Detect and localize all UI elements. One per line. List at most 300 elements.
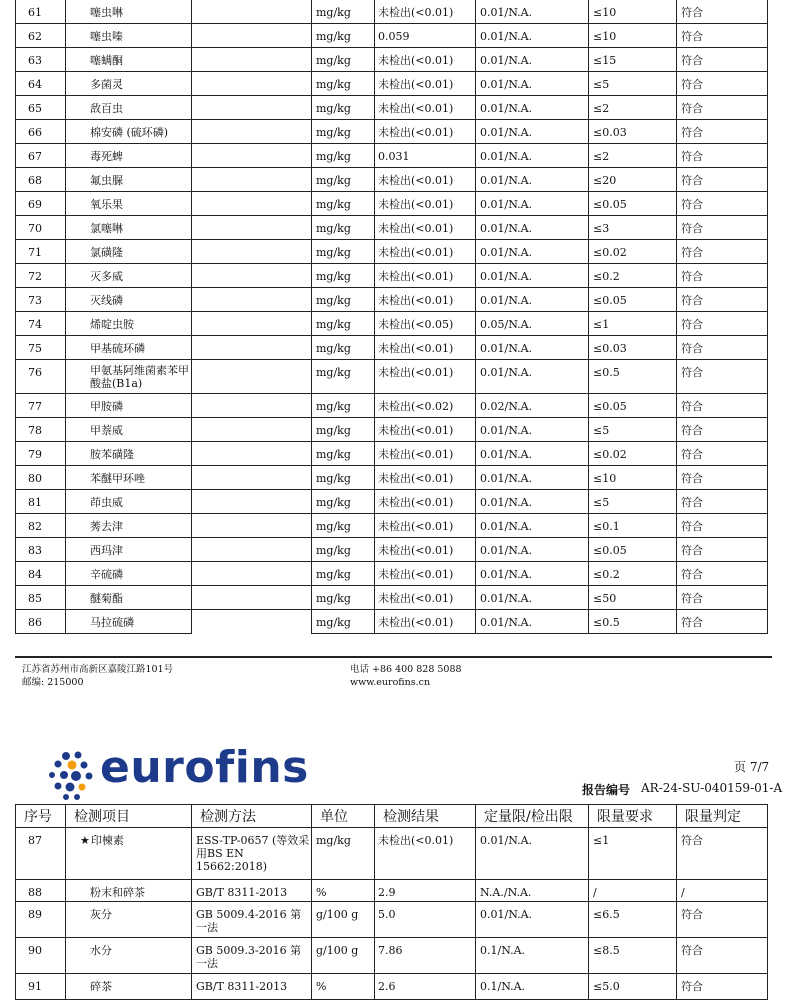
limit-requirement: ≤15	[593, 54, 617, 67]
test-item-cell	[66, 168, 192, 192]
limit-requirement-cell	[589, 24, 677, 48]
test-method-cell	[192, 974, 312, 1000]
row-number: 89	[28, 908, 42, 921]
limit-verdict-cell	[677, 312, 768, 336]
row-number: 64	[28, 78, 42, 91]
limit-verdict-cell	[677, 336, 768, 360]
unit-cell	[312, 938, 375, 974]
test-item: 醚菊酯	[90, 592, 123, 605]
limit-verdict: 符合	[681, 544, 703, 557]
limit-requirement-cell	[589, 48, 677, 72]
row-number: 71	[28, 246, 42, 259]
test-result: 未检出(<0.01)	[378, 126, 454, 139]
row-number-cell	[16, 192, 66, 216]
unit: mg/kg	[316, 198, 351, 211]
test-result: 2.6	[378, 980, 396, 993]
test-method-cell	[192, 514, 312, 538]
test-result-cell	[375, 360, 476, 394]
table-row	[16, 192, 768, 216]
test-method-cell	[192, 288, 312, 312]
limit-requirement: ≤5	[593, 424, 610, 437]
unit-cell	[312, 168, 375, 192]
unit: %	[316, 980, 327, 993]
unit: mg/kg	[316, 366, 351, 379]
limit-verdict: 符合	[681, 174, 703, 187]
test-item-cell	[66, 288, 192, 312]
test-method-cell	[192, 48, 312, 72]
row-number-cell	[16, 466, 66, 490]
page-number: 页 7/7	[734, 760, 770, 774]
row-number: 72	[28, 270, 42, 283]
test-item-cell	[66, 514, 192, 538]
test-item: 灰分	[90, 908, 112, 921]
unit: mg/kg	[316, 30, 351, 43]
quantitation-limit: 0.01/N.A.	[480, 102, 533, 115]
test-result-cell	[375, 974, 476, 1000]
limit-verdict-cell	[677, 168, 768, 192]
quantitation-limit-cell	[476, 828, 589, 880]
test-result-cell	[375, 514, 476, 538]
table-row	[16, 974, 768, 1000]
row-number-cell	[16, 336, 66, 360]
limit-verdict: 符合	[681, 318, 703, 331]
row-number: 91	[28, 980, 42, 993]
table-row	[16, 96, 768, 120]
limit-requirement-cell	[589, 586, 677, 610]
limit-verdict: 符合	[681, 980, 703, 993]
row-number-cell	[16, 562, 66, 586]
test-item: 噻螨酮	[90, 54, 123, 67]
test-item-cell	[66, 828, 192, 880]
test-result: 未检出(<0.01)	[378, 6, 454, 19]
row-number-cell	[16, 144, 66, 168]
test-result-cell	[375, 586, 476, 610]
row-number-cell	[16, 168, 66, 192]
limit-requirement-cell	[589, 514, 677, 538]
test-item-cell	[66, 902, 192, 938]
quantitation-limit: 0.01/N.A.	[480, 908, 533, 921]
test-method: ESS-TP-0657 (等效采用BS EN 15662:2018)	[196, 834, 310, 873]
table-row	[16, 288, 768, 312]
test-item: 碎茶	[90, 980, 112, 993]
unit: mg/kg	[316, 448, 351, 461]
row-number: 83	[28, 544, 42, 557]
table-row	[16, 610, 768, 634]
limit-verdict: 符合	[681, 520, 703, 533]
limit-verdict-cell	[677, 48, 768, 72]
quantitation-limit: 0.01/N.A.	[480, 366, 533, 379]
table-row	[16, 466, 768, 490]
limit-requirement-cell	[589, 828, 677, 880]
quantitation-limit: 0.01/N.A.	[480, 472, 533, 485]
test-method: GB/T 8311-2013	[196, 886, 288, 899]
quantitation-limit-cell	[476, 240, 589, 264]
test-item: 苯醚甲环唑	[90, 472, 145, 485]
limit-requirement: ≤0.03	[593, 342, 627, 355]
quantitation-limit-cell	[476, 72, 589, 96]
test-result-cell	[375, 418, 476, 442]
row-number-cell	[16, 490, 66, 514]
test-item: 马拉硫磷	[90, 616, 134, 629]
test-result: 未检出(<0.02)	[378, 400, 454, 413]
test-method-cell	[192, 394, 312, 418]
col-no-header: 序号	[16, 805, 66, 828]
test-result: 未检出(<0.01)	[378, 568, 454, 581]
limit-verdict: 符合	[681, 198, 703, 211]
quantitation-limit: 0.01/N.A.	[480, 592, 533, 605]
limit-requirement: ≤50	[593, 592, 617, 605]
limit-verdict: 符合	[681, 592, 703, 605]
test-result: 未检出(<0.01)	[378, 78, 454, 91]
limit-verdict: 符合	[681, 400, 703, 413]
quantitation-limit-cell	[476, 24, 589, 48]
row-number: 67	[28, 150, 42, 163]
test-result-cell	[375, 216, 476, 240]
test-result-cell	[375, 394, 476, 418]
limit-requirement-cell	[589, 312, 677, 336]
limit-verdict: 符合	[681, 342, 703, 355]
test-result-cell	[375, 120, 476, 144]
limit-verdict: 符合	[681, 54, 703, 67]
test-item: 氧乐果	[90, 198, 123, 211]
test-item-cell	[66, 562, 192, 586]
limit-requirement-cell	[589, 0, 677, 24]
unit-cell	[312, 336, 375, 360]
row-number-cell	[16, 938, 66, 974]
test-result: 7.86	[378, 944, 403, 957]
limit-requirement: /	[593, 886, 597, 899]
row-number: 87	[28, 834, 42, 847]
limit-requirement-cell	[589, 192, 677, 216]
test-method-cell	[192, 490, 312, 514]
test-result: 未检出(<0.01)	[378, 342, 454, 355]
quantitation-limit-cell	[476, 586, 589, 610]
limit-requirement-cell	[589, 264, 677, 288]
test-item-cell	[66, 216, 192, 240]
test-result: 未检出(<0.01)	[378, 520, 454, 533]
unit: mg/kg	[316, 126, 351, 139]
col-method-header: 检测方法	[192, 805, 312, 828]
limit-verdict-cell	[677, 880, 768, 902]
test-item: 甲萘威	[90, 424, 123, 437]
quantitation-limit: 0.01/N.A.	[480, 54, 533, 67]
quantitation-limit-cell	[476, 610, 589, 634]
row-number: 73	[28, 294, 42, 307]
col-result-header: 检测结果	[375, 805, 476, 828]
test-method-cell	[192, 938, 312, 974]
test-item: 氟虫脲	[90, 174, 123, 187]
unit: mg/kg	[316, 174, 351, 187]
test-result: 未检出(<0.01)	[378, 544, 454, 557]
quantitation-limit-cell	[476, 120, 589, 144]
quantitation-limit-cell	[476, 192, 589, 216]
quantitation-limit: 0.01/N.A.	[480, 520, 533, 533]
limit-verdict-cell	[677, 828, 768, 880]
unit-cell	[312, 360, 375, 394]
limit-verdict: 符合	[681, 102, 703, 115]
limit-requirement: ≤0.02	[593, 448, 627, 461]
table-row	[16, 394, 768, 418]
test-item-cell	[66, 442, 192, 466]
test-method: GB/T 8311-2013	[196, 980, 288, 993]
limit-verdict: 符合	[681, 246, 703, 259]
table-row	[16, 514, 768, 538]
limit-requirement-cell	[589, 360, 677, 394]
unit-cell	[312, 538, 375, 562]
test-item-cell	[66, 418, 192, 442]
test-item: 棉安磷 (硫环磷)	[90, 126, 169, 139]
limit-requirement-cell	[589, 288, 677, 312]
test-method-cell	[192, 902, 312, 938]
test-result: 未检出(<0.01)	[378, 424, 454, 437]
table-row	[16, 360, 768, 394]
row-number: 86	[28, 616, 42, 629]
limit-requirement: ≤1	[593, 834, 610, 847]
quantitation-limit-cell	[476, 144, 589, 168]
limit-verdict: 符合	[681, 150, 703, 163]
unit: mg/kg	[316, 544, 351, 557]
quantitation-limit: 0.02/N.A.	[480, 400, 533, 413]
test-result: 未检出(<0.01)	[378, 54, 454, 67]
limit-requirement-cell	[589, 336, 677, 360]
quantitation-limit: 0.1/N.A.	[480, 980, 526, 993]
row-number-cell	[16, 418, 66, 442]
row-number: 65	[28, 102, 42, 115]
test-item-cell	[66, 394, 192, 418]
test-result: 未检出(<0.01)	[378, 294, 454, 307]
test-item-cell	[66, 192, 192, 216]
table-row	[16, 0, 768, 24]
limit-requirement: ≤6.5	[593, 908, 620, 921]
test-item: 噻虫啉	[90, 6, 123, 19]
limit-requirement: ≤10	[593, 472, 617, 485]
unit: mg/kg	[316, 318, 351, 331]
unit: mg/kg	[316, 616, 351, 629]
row-number: 85	[28, 592, 42, 605]
quantitation-limit: 0.01/N.A.	[480, 150, 533, 163]
limit-requirement-cell	[589, 418, 677, 442]
limit-verdict-cell	[677, 0, 768, 24]
eurofins-logo-icon	[44, 748, 100, 804]
quantitation-limit: 0.01/N.A.	[480, 834, 533, 847]
test-item: 氯磺隆	[90, 246, 123, 259]
limit-verdict-cell	[677, 562, 768, 586]
test-item: 噻虫嗪	[90, 30, 123, 43]
quantitation-limit-cell	[476, 466, 589, 490]
test-result-cell	[375, 264, 476, 288]
unit-cell	[312, 880, 375, 902]
quantitation-limit-cell	[476, 336, 589, 360]
test-item-cell	[66, 240, 192, 264]
unit: mg/kg	[316, 400, 351, 413]
row-number-cell	[16, 974, 66, 1000]
limit-verdict: 符合	[681, 30, 703, 43]
test-result-cell	[375, 880, 476, 902]
limit-requirement-cell	[589, 490, 677, 514]
test-result-cell	[375, 240, 476, 264]
limit-verdict-cell	[677, 24, 768, 48]
test-result-cell	[375, 938, 476, 974]
test-result-cell	[375, 902, 476, 938]
unit: mg/kg	[316, 78, 351, 91]
quantitation-limit: 0.01/N.A.	[480, 448, 533, 461]
test-result-cell	[375, 490, 476, 514]
test-result-cell	[375, 466, 476, 490]
unit: mg/kg	[316, 150, 351, 163]
row-number: 68	[28, 174, 42, 187]
row-number: 61	[28, 6, 42, 19]
test-method-cell	[192, 264, 312, 288]
unit: g/100 g	[316, 908, 359, 921]
test-method-cell	[192, 72, 312, 96]
test-result: 2.9	[378, 886, 396, 899]
limit-verdict-cell	[677, 288, 768, 312]
quantitation-limit: 0.01/N.A.	[480, 270, 533, 283]
test-result: 5.0	[378, 908, 396, 921]
test-item: 氯噻啉	[90, 222, 123, 235]
footer-website: www.eurofins.cn	[350, 677, 431, 688]
test-item: 甲氨基阿维菌素苯甲酸盐(B1a)	[90, 364, 189, 390]
quantitation-limit: 0.01/N.A.	[480, 568, 533, 581]
row-number-cell	[16, 828, 66, 880]
row-number: 90	[28, 944, 42, 957]
limit-requirement-cell	[589, 880, 677, 902]
row-number-cell	[16, 360, 66, 394]
limit-requirement-cell	[589, 96, 677, 120]
unit: mg/kg	[316, 294, 351, 307]
limit-requirement: ≤2	[593, 150, 610, 163]
limit-requirement: ≤0.05	[593, 198, 627, 211]
row-number-cell	[16, 264, 66, 288]
table-row	[16, 168, 768, 192]
unit-cell	[312, 192, 375, 216]
quantitation-limit-cell	[476, 360, 589, 394]
test-item-cell	[66, 610, 192, 634]
row-number-cell	[16, 72, 66, 96]
test-result-cell	[375, 538, 476, 562]
col-unit-header: 单位	[312, 805, 375, 828]
limit-verdict-cell	[677, 216, 768, 240]
quantitation-limit-cell	[476, 490, 589, 514]
quantitation-limit: 0.01/N.A.	[480, 174, 533, 187]
footer-postcode: 邮编: 215000	[22, 677, 84, 688]
unit-cell	[312, 144, 375, 168]
test-method-cell	[192, 216, 312, 240]
limit-verdict-cell	[677, 514, 768, 538]
limit-requirement-cell	[589, 902, 677, 938]
limit-verdict: 符合	[681, 616, 703, 629]
unit-cell	[312, 240, 375, 264]
limit-requirement: ≤0.5	[593, 616, 620, 629]
test-method-cell	[192, 0, 312, 24]
row-number-cell	[16, 288, 66, 312]
limit-verdict: 符合	[681, 448, 703, 461]
limit-verdict-cell	[677, 902, 768, 938]
row-number: 66	[28, 126, 42, 139]
unit-cell	[312, 288, 375, 312]
test-method: GB 5009.4-2016 第一法	[196, 908, 302, 934]
eurofins-logo-text: eurofins	[100, 742, 309, 793]
limit-verdict-cell	[677, 538, 768, 562]
limit-verdict-cell	[677, 360, 768, 394]
quantitation-limit-cell	[476, 974, 589, 1000]
test-result-cell	[375, 312, 476, 336]
unit: mg/kg	[316, 342, 351, 355]
test-item-cell	[66, 120, 192, 144]
row-number: 77	[28, 400, 42, 413]
quantitation-limit-cell	[476, 0, 589, 24]
test-result: 未检出(<0.01)	[378, 448, 454, 461]
unit: mg/kg	[316, 54, 351, 67]
test-method-cell	[192, 442, 312, 466]
table-row	[16, 72, 768, 96]
test-result: 未检出(<0.01)	[378, 472, 454, 485]
test-item-cell	[66, 938, 192, 974]
limit-verdict-cell	[677, 192, 768, 216]
test-item: 多菌灵	[90, 78, 123, 91]
limit-requirement: ≤0.05	[593, 294, 627, 307]
quantitation-limit-cell	[476, 442, 589, 466]
results-table	[15, 804, 768, 1000]
unit-cell	[312, 394, 375, 418]
limit-requirement: ≤8.5	[593, 944, 620, 957]
unit-cell	[312, 974, 375, 1000]
row-number: 82	[28, 520, 42, 533]
limit-verdict: 符合	[681, 126, 703, 139]
limit-requirement-cell	[589, 144, 677, 168]
row-number: 63	[28, 54, 42, 67]
limit-requirement-cell	[589, 562, 677, 586]
limit-verdict: 符合	[681, 366, 703, 379]
limit-verdict: 符合	[681, 944, 703, 957]
test-item: 敌百虫	[90, 102, 123, 115]
test-result-cell	[375, 48, 476, 72]
limit-requirement: ≤2	[593, 102, 610, 115]
table-row	[16, 442, 768, 466]
unit: mg/kg	[316, 568, 351, 581]
quantitation-limit: 0.01/N.A.	[480, 616, 533, 629]
limit-verdict: 符合	[681, 78, 703, 91]
limit-requirement-cell	[589, 938, 677, 974]
row-number-cell	[16, 586, 66, 610]
test-item-cell	[66, 360, 192, 394]
test-item: 甲基硫环磷	[90, 342, 145, 355]
table-row	[16, 264, 768, 288]
test-result: 未检出(<0.01)	[378, 616, 454, 629]
quantitation-limit: 0.01/N.A.	[480, 126, 533, 139]
unit-cell	[312, 466, 375, 490]
limit-requirement: ≤0.2	[593, 270, 620, 283]
table-row	[16, 880, 768, 902]
limit-requirement-cell	[589, 394, 677, 418]
limit-requirement-cell	[589, 538, 677, 562]
quantitation-limit-cell	[476, 562, 589, 586]
row-number-cell	[16, 120, 66, 144]
quantitation-limit-cell	[476, 418, 589, 442]
limit-requirement-cell	[589, 168, 677, 192]
limit-verdict-cell	[677, 120, 768, 144]
quantitation-limit: 0.01/N.A.	[480, 342, 533, 355]
limit-verdict-cell	[677, 418, 768, 442]
limit-verdict: 符合	[681, 294, 703, 307]
limit-requirement: ≤5	[593, 496, 610, 509]
quantitation-limit-cell	[476, 880, 589, 902]
table-row	[16, 418, 768, 442]
unit: mg/kg	[316, 496, 351, 509]
table-row	[16, 538, 768, 562]
limit-verdict: 符合	[681, 424, 703, 437]
test-result: 未检出(<0.01)	[378, 834, 454, 847]
